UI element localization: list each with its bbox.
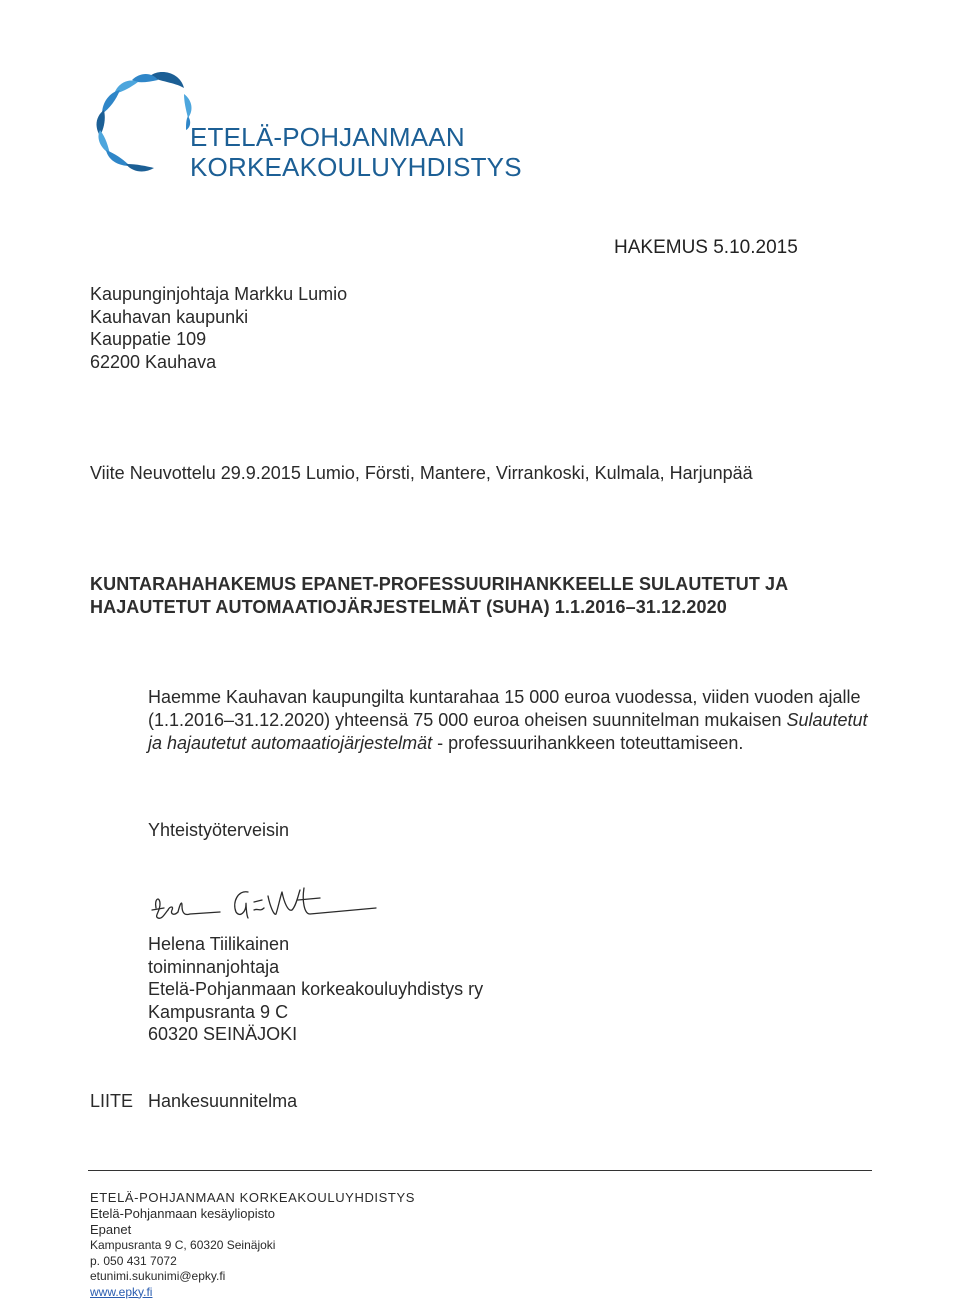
closing-greeting: Yhteistyöterveisin (148, 820, 290, 840)
attachment-name: Hankesuunnitelma (148, 1091, 298, 1111)
footer-website-link[interactable]: www.epky.fi (90, 1284, 153, 1299)
organization-name (190, 122, 522, 182)
recipient-street: Kauppatie 109 (90, 329, 207, 349)
recipient-address (90, 283, 347, 373)
subject-line-2: HAJAUTETUT AUTOMAATIOJÄRJESTELMÄT (SUHA) 1.1.2016–31.12.2020 (90, 597, 727, 617)
subject-line-1: KUNTARAHAHAKEMUS EPANET-PROFESSUURIHANKKEELLE SULAUTETUT JA (90, 574, 789, 594)
footer-address: Kampusranta 9 C, 60320 Seinäjoki (90, 1238, 276, 1252)
signer-street: Kampusranta 9 C (148, 1001, 289, 1022)
project-name-italic: Sulautetut ja hajautetut automaatiojärjestelmät (148, 710, 868, 753)
attachment-label: LIITE (90, 1091, 134, 1111)
signer-city: 60320 SEINÄJOKI (148, 1024, 298, 1044)
footer-divider (88, 1170, 872, 1171)
body-paragraph (148, 686, 878, 755)
body-text-part2: - professuurihankkeen toteuttamiseen. (432, 733, 744, 753)
subject-heading (90, 573, 870, 619)
recipient-organization: Kauhavan kaupunki (90, 306, 249, 327)
signer-organization: Etelä-Pohjanmaan korkeakouluyhdistys ry (148, 979, 484, 999)
recipient-city: 62200 Kauhava (90, 351, 217, 372)
recipient-name: Kaupunginjohtaja Markku Lumio (90, 284, 348, 304)
footer-summer-university: Etelä-Pohjanmaan kesäyliopisto (90, 1206, 275, 1221)
footer-organization: ETELÄ-POHJANMAAN KORKEAKOULUYHDISTYS (90, 1190, 415, 1205)
footer-epanet: Epanet (90, 1222, 132, 1237)
footer-phone: p. 050 431 7072 (90, 1253, 177, 1268)
reference-line: Viite Neuvottelu 29.9.2015 Lumio, Försti, Mantere, Virrankoski, Kulmala, Harjunpää (90, 463, 753, 483)
handwritten-signature-icon (150, 878, 390, 938)
signer-title: toiminnanjohtaja (148, 956, 280, 977)
organization-name-line2: KORKEAKOULUYHDISTYS (190, 152, 522, 182)
signer-name: Helena Tiilikainen (148, 934, 290, 954)
attachment-line (90, 1091, 297, 1112)
document-reference: HAKEMUS 5.10.2015 (614, 237, 798, 258)
body-text-part1: Haemme Kauhavan kaupungilta kuntarahaa 15 000 euroa vuodessa, viiden vuoden ajalle (1.1.2016–31.12.2020) yhteensä 75 000 euroa oheisen suunnitelman mukaisen (148, 687, 861, 730)
organization-name-line1: ETELÄ-POHJANMAAN (190, 122, 465, 152)
footer-email: etunimi.sukunimi@epky.fi (90, 1269, 226, 1283)
letterhead-footer (90, 1190, 415, 1300)
signer-block (148, 933, 483, 1046)
